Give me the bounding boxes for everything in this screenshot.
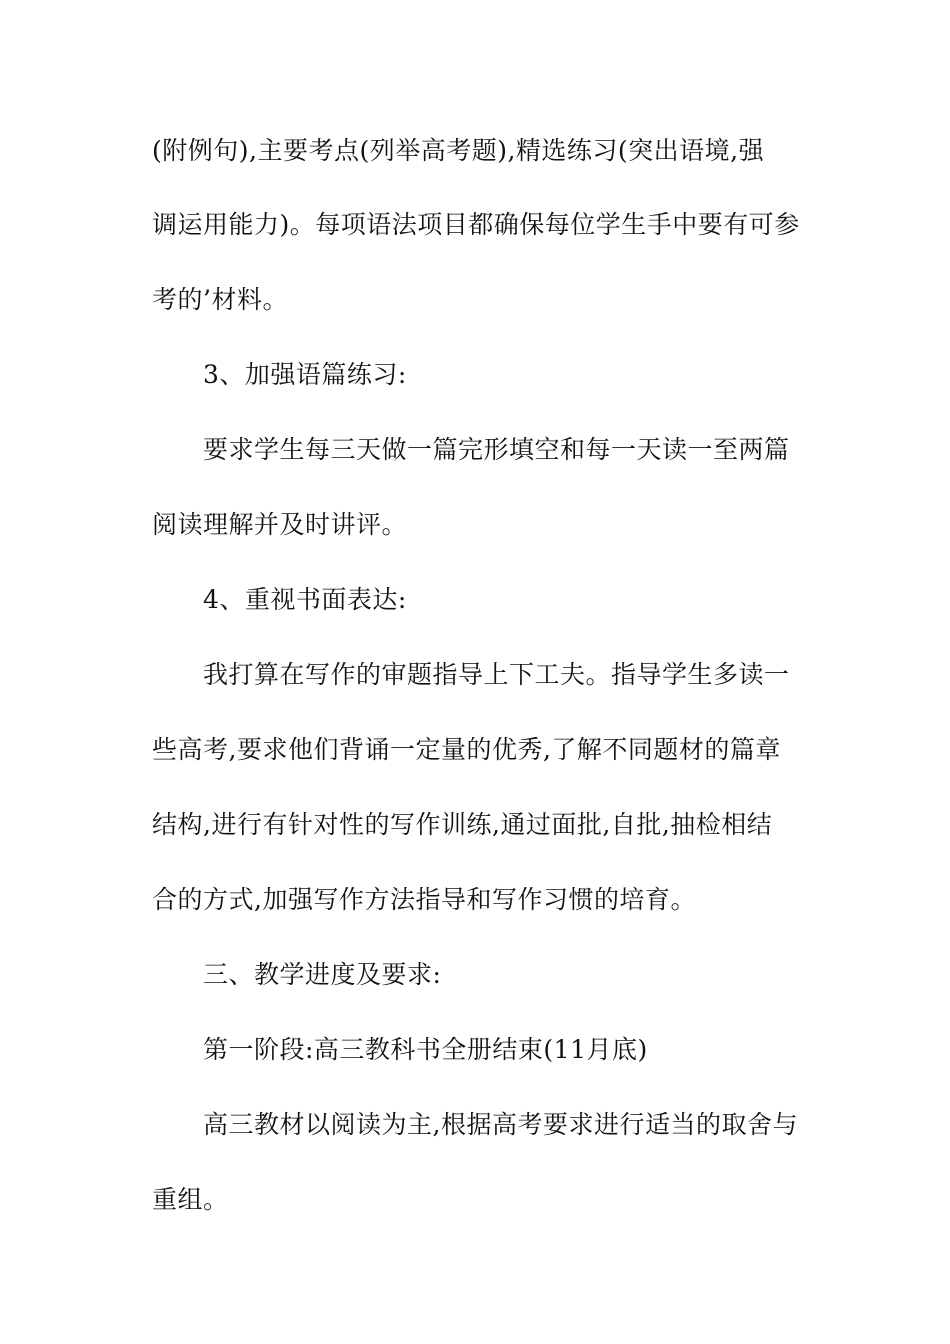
text-line: 阅读理解并及时讲评。 bbox=[152, 510, 408, 539]
text-line: 高三教材以阅读为主,根据高考要求进行适当的取舍与 bbox=[203, 1110, 798, 1139]
section-heading: 3、加强语篇练习: bbox=[203, 360, 407, 389]
section-heading: 三、教学进度及要求: bbox=[203, 960, 442, 989]
text-line: 合的方式,加强写作方法指导和写作习惯的培育。 bbox=[152, 885, 696, 914]
text-line: 些高考,要求他们背诵一定量的优秀,了解不同题材的篇章 bbox=[152, 735, 781, 764]
text-line: 考的’材料。 bbox=[152, 285, 288, 314]
section-heading: 4、重视书面表达: bbox=[203, 585, 407, 614]
text-line: (附例句),主要考点(列举高考题),精选练习(突出语境,强 bbox=[152, 136, 765, 165]
text-line: 我打算在写作的审题指导上下工夫。指导学生多读一 bbox=[203, 660, 790, 689]
text-line: 要求学生每三天做一篇完形填空和每一天读一至两篇 bbox=[203, 435, 790, 464]
text-line: 调运用能力)。每项语法项目都确保每位学生手中要有可参 bbox=[152, 210, 800, 239]
text-line: 结构,进行有针对性的写作训练,通过面批,自批,抽检相结 bbox=[152, 810, 773, 839]
stage-heading: 第一阶段:高三教科书全册结束(11月底) bbox=[203, 1035, 648, 1064]
text-line: 重组。 bbox=[152, 1185, 229, 1214]
